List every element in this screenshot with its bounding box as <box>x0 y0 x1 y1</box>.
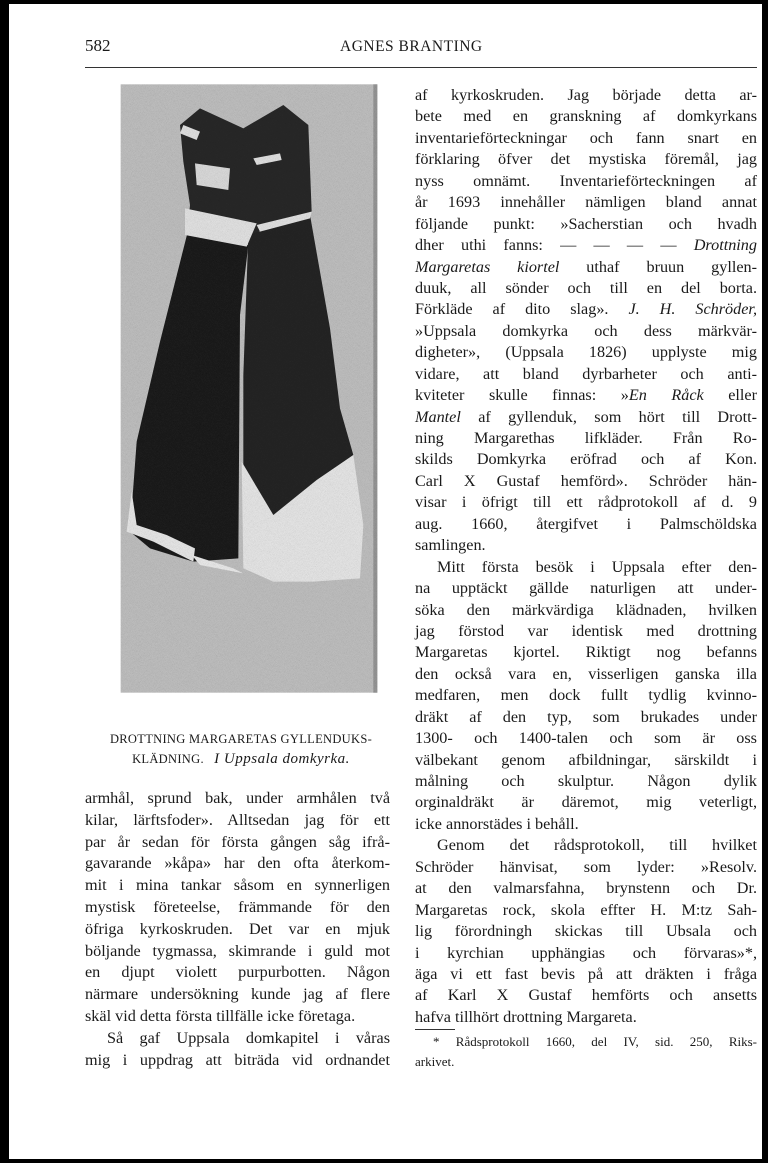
text-line <box>85 919 390 941</box>
italic-text: En Råck <box>628 386 704 405</box>
text-segment: na upptäckt gällde naturligen att under- <box>415 579 757 598</box>
text-segment: dher uthi fanns: — — — — <box>415 236 694 255</box>
text-line <box>85 832 390 854</box>
scan-border-right <box>762 0 768 1163</box>
text-segment: nyss omnämt. Inventarieförteckningen af <box>415 171 757 190</box>
text-line <box>415 342 757 363</box>
header-rule <box>85 67 757 68</box>
text-line <box>415 535 757 556</box>
text-line <box>415 835 757 856</box>
text-segment: lig förordningh skickas till Ubsala och <box>415 922 757 941</box>
footnote-line: * Rådsprotokoll 1660, del IV, sid. 250, Riks- <box>433 1034 757 1049</box>
text-segment: Mitt första besök i Uppsala efter den- <box>437 557 757 576</box>
italic-text: Margaretas kiortel <box>415 257 560 276</box>
text-segment: kilar, lärftsfoder». Alltsedan jag för ett <box>85 810 390 829</box>
text-segment: jag förstod var identisk med drottning <box>415 621 757 640</box>
text-segment: mystisk företeelse, främmande för den <box>85 897 390 916</box>
text-segment: Schröder hänvisat, som lyder: »Resolv. <box>415 857 757 876</box>
text-line <box>415 385 757 406</box>
text-segment: medfaren, men dock fullt tydlig kvinno- <box>415 686 757 705</box>
text-line <box>415 278 757 299</box>
text-line <box>415 792 757 813</box>
caption-line-2 <box>85 749 397 769</box>
text-segment: hafva tillhört drottning Margareta. <box>415 1007 637 1026</box>
text-line <box>415 192 757 213</box>
text-segment: 1300- och 1400-talen och som är oss <box>415 729 757 748</box>
text-line <box>415 492 757 513</box>
text-line <box>415 85 757 106</box>
text-segment: förklaring öfver det mystiska föremål, jag <box>415 150 757 169</box>
text-segment: välbekant genom afbildningar, särskildt i <box>415 750 757 769</box>
text-line <box>415 557 757 578</box>
text-segment: eller <box>703 386 757 405</box>
text-line <box>415 707 757 728</box>
figure-caption <box>85 729 397 769</box>
text-line <box>415 943 757 964</box>
text-segment: i kyrchian upphängias och förvaras»*, <box>415 943 757 962</box>
text-line <box>415 149 757 170</box>
text-line <box>415 299 757 320</box>
text-segment: följande punkt: »Sacherstian och hvadh <box>415 214 757 233</box>
footnote-rule <box>415 1029 455 1030</box>
text-segment: böljande tygmassa, skimrande i guld mot <box>85 941 390 960</box>
text-line <box>415 900 757 921</box>
footnote <box>415 1032 757 1072</box>
text-line <box>415 985 757 1006</box>
caption-plain: KLÄDNING. <box>132 752 204 766</box>
text-line <box>85 853 390 875</box>
page-number: 582 <box>85 36 111 55</box>
caption-line-1: DROTTNING MARGARETAS GYLLENDUKS- <box>109 732 373 746</box>
text-line <box>415 471 757 492</box>
text-line <box>415 964 757 985</box>
text-segment: af kyrkoskruden. Jag började detta ar- <box>415 86 757 104</box>
text-line <box>415 600 757 621</box>
text-line <box>415 1007 757 1028</box>
text-line <box>85 788 390 810</box>
text-segment: par år sedan för första gången såg ifrå- <box>85 832 390 851</box>
text-segment: bete med en granskning af domkyrkans <box>415 107 757 126</box>
text-segment: söka den märkvärdiga klädnaden, hvilken <box>415 600 757 619</box>
text-segment: kviteter skulle finnas: » <box>415 386 629 405</box>
caption-italic: I Uppsala domkyrka. <box>214 751 350 767</box>
text-line <box>415 878 757 899</box>
text-line <box>85 1050 390 1072</box>
text-line <box>415 814 757 835</box>
text-segment: skäl vid detta första tillfälle icke företaga. <box>85 1006 356 1025</box>
text-line <box>415 642 757 663</box>
text-segment: orginaldräkt är däremot, mig veterligt, <box>415 793 757 812</box>
italic-text: J. H. Schröder, <box>628 300 757 319</box>
text-segment: Carl X Gustaf hemförd». Schröder hän- <box>415 471 757 490</box>
text-line <box>415 235 757 256</box>
text-line <box>415 449 757 470</box>
text-line <box>415 921 757 942</box>
text-segment: gavarande »kåpa» har den ofta återkom- <box>85 854 390 873</box>
text-segment: duuk, all sönder och till en del borta. <box>415 278 757 297</box>
text-segment: af Karl X Gustaf hemförts och ansetts <box>415 986 757 1005</box>
text-segment: vidare, att bland dyrbarheter och anti- <box>415 364 757 383</box>
right-column <box>415 85 757 1028</box>
running-title: AGNES BRANTING <box>340 38 483 55</box>
text-segment: den också vara en, visserligen ganska illa <box>415 664 757 683</box>
text-segment: uthaf bruun gyllen- <box>559 257 757 276</box>
text-segment: äga vi ett fast bevis på att dräkten i fråga <box>415 964 757 983</box>
text-segment: visar i öfrigt till ett rådprotokoll af d. 9 <box>415 493 757 512</box>
text-line <box>85 1028 390 1050</box>
text-line <box>85 897 390 919</box>
text-segment: öfriga kyrkoskruden. Det var en mjuk <box>85 919 390 938</box>
italic-text: Drottning <box>693 236 757 255</box>
dress-photograph <box>100 75 400 715</box>
scan-border-bottom <box>0 1159 768 1163</box>
text-segment: Genom det rådsprotokoll, till hvilket <box>437 836 757 855</box>
text-segment: mig i uppdrag att biträda vid ordnandet <box>85 1050 390 1069</box>
scan-border-top <box>0 0 768 4</box>
text-segment: af gyllenduk, som hört till Drott- <box>460 407 757 426</box>
text-segment: armhål, sprund bak, under armhålen två <box>85 789 390 807</box>
text-line <box>415 578 757 599</box>
text-segment: digheter», (Uppsala 1826) upplyste mig <box>415 343 757 362</box>
text-line <box>415 664 757 685</box>
text-segment: målning och skulptur. Någon dylik <box>415 772 757 790</box>
text-line <box>415 214 757 235</box>
text-segment: at den valmarsfahna, brynstenn och Dr. <box>415 879 757 898</box>
text-line <box>85 941 390 963</box>
text-line <box>415 364 757 385</box>
text-line <box>85 984 390 1006</box>
italic-text: Mantel <box>415 407 461 426</box>
text-segment: Margaretas rock, skola effter H. M:tz Sah- <box>415 900 757 919</box>
footnote-line: arkivet. <box>415 1054 455 1069</box>
text-segment: mit i mina tankar såsom en synnerligen <box>85 876 390 895</box>
text-line <box>415 621 757 642</box>
text-line <box>415 106 757 127</box>
text-segment: dräkt af den typ, som brukades under <box>415 707 757 726</box>
text-segment: Förkläde af dito slag». <box>415 300 629 319</box>
text-line <box>415 171 757 192</box>
text-segment: Så gaf Uppsala domkapitel i våras <box>107 1028 390 1047</box>
text-line <box>415 514 757 535</box>
text-line <box>415 321 757 342</box>
text-line <box>415 257 757 278</box>
text-line <box>415 428 757 449</box>
text-segment: »Uppsala domkyrka och dess märkvär- <box>415 321 757 340</box>
text-line <box>85 1006 390 1028</box>
text-segment: Margaretas kjortel. Riktigt nog befanns <box>415 643 757 662</box>
text-segment: aug. 1660, återgifvet i Palmschöldska <box>415 514 757 533</box>
text-segment: närmare undersökning kunde jag af flere <box>85 985 390 1004</box>
text-segment: icke annorstädes i behåll. <box>415 814 579 833</box>
text-segment: år 1693 innehåller nämligen bland annat <box>415 193 757 212</box>
text-line <box>415 128 757 149</box>
text-line <box>415 771 757 792</box>
left-column <box>85 788 390 1071</box>
text-line <box>415 750 757 771</box>
text-segment: samlingen. <box>415 536 486 555</box>
text-line <box>85 962 390 984</box>
text-line <box>415 857 757 878</box>
photo-right-edge <box>373 84 377 692</box>
text-line <box>85 810 390 832</box>
text-line <box>415 407 757 428</box>
text-segment: en djupt violett purpurbotten. Någon <box>85 963 390 982</box>
text-line <box>85 875 390 897</box>
text-line <box>415 728 757 749</box>
text-segment: skilds Domkyrka eröfrad och af Kon. <box>415 450 757 469</box>
text-segment: ning Margarethas lifkläder. Från Ro- <box>415 429 757 447</box>
text-segment: inventarieförteckningar och fann snart en <box>415 128 757 147</box>
text-line <box>415 685 757 706</box>
scan-border-left <box>0 0 9 1163</box>
